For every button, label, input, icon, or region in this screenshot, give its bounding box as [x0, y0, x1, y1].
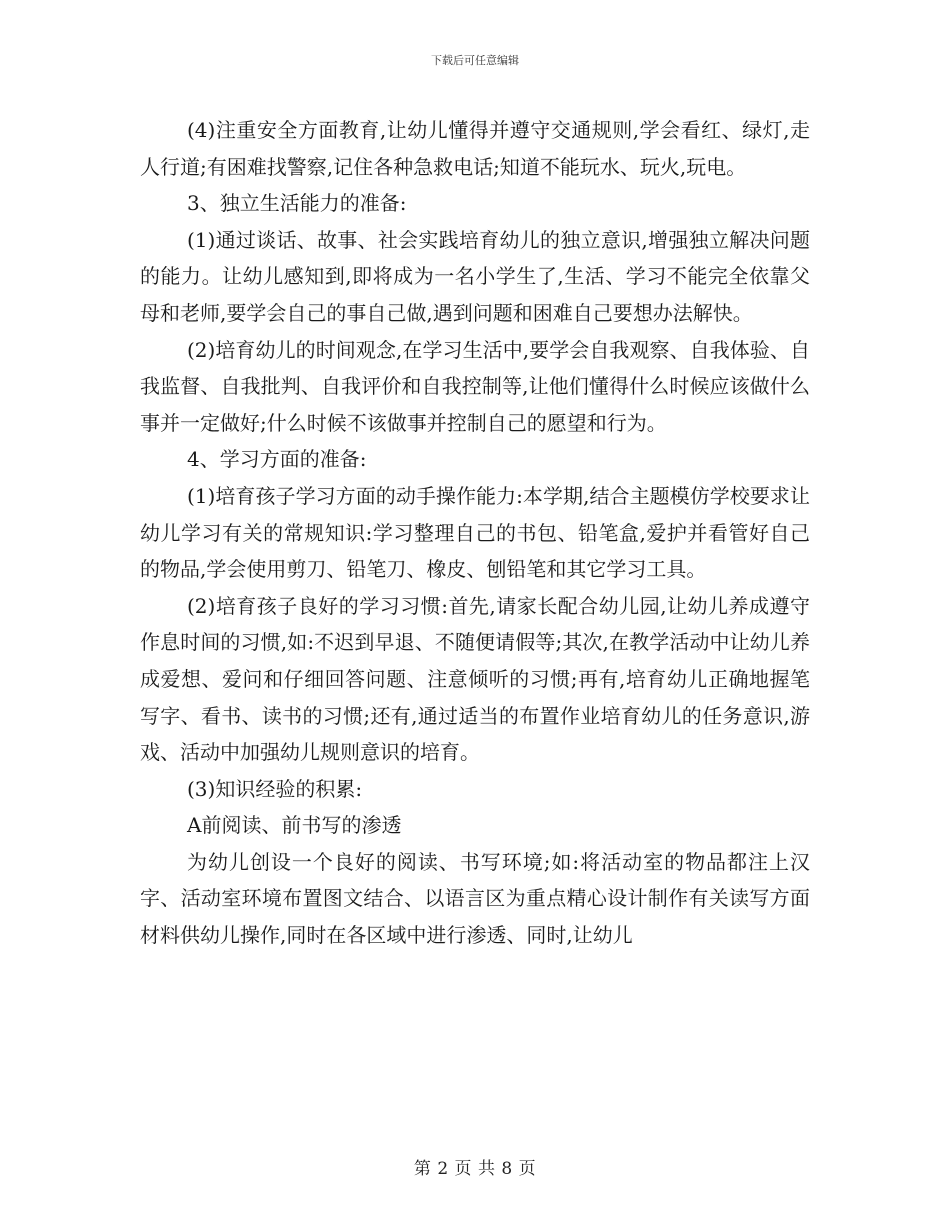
subheading-pre-reading-writing: A前阅读、前书写的渗透	[187, 813, 402, 838]
paragraph-study-habits: (2)培育孩子良好的学习习惯:首先,请家长配合幼儿园,让幼儿养成遵守作息时间的习惯,如:不迟到早退、不随便请假等;其次,在教学活动中让幼儿养成爱想、爱问和仔细回答问题、注意倾听的习惯;再有,培育幼儿正确地握笔写字、看书、读书的习惯;还有,通过适当的布置作业培育幼儿的任务意识,游戏、活动中加强幼儿规则意识的培育。	[140, 593, 810, 765]
document-body	[140, 112, 810, 954]
paragraph-hands-on-ability: (1)培育孩子学习方面的动手操作能力:本学期,结合主题模仿学校要求让幼儿学习有关的常规知识:学习整理自己的书包、铅笔盒,爱护并看管好自己的物品,学会使用剪刀、铅笔刀、橡皮、刨铅笔和其它学习工具。	[140, 483, 810, 582]
heading-learning-preparation: 4、学习方面的准备:	[187, 447, 367, 472]
paragraph-reading-environment: 为幼儿创设一个良好的阅读、书写环境;如:将活动室的物品都注上汉字、活动室环境布置图文结合、以语言区为重点精心设计制作有关读写方面材料供幼儿操作,同时在各区域中进行渗透、同时,让幼儿	[140, 849, 810, 948]
paragraph-safety-education: (4)注重安全方面教育,让幼儿懂得并遵守交通规则,学会看红、绿灯,走人行道;有困难找警察,记住各种急救电话;知道不能玩水、玩火,玩电。	[140, 118, 810, 179]
paragraph-independence-awareness: (1)通过谈话、故事、社会实践培育幼儿的独立意识,增强独立解决问题的能力。让幼儿感知到,即将成为一名小学生了,生活、学习不能完全依靠父母和老师,要学会自己的事自己做,遇到问题和困难自己要想办法解快。	[140, 227, 810, 325]
heading-knowledge-accumulation: (3)知识经验的积累:	[187, 776, 363, 801]
paragraph-time-concept: (2)培育幼儿的时间观念,在学习生活中,要学会自我观察、自我体验、自我监督、自我批判、自我评价和自我控制等,让他们懂得什么时候应该做什么事并一定做好;什么时候不该做事并控制自己的愿望和行为。	[140, 337, 810, 435]
page-header: 下载后可任意编辑	[431, 54, 519, 67]
heading-independent-living: 3、独立生活能力的准备:	[187, 191, 407, 216]
page-number-footer: 第 2 页 共 8 页	[413, 1159, 537, 1179]
